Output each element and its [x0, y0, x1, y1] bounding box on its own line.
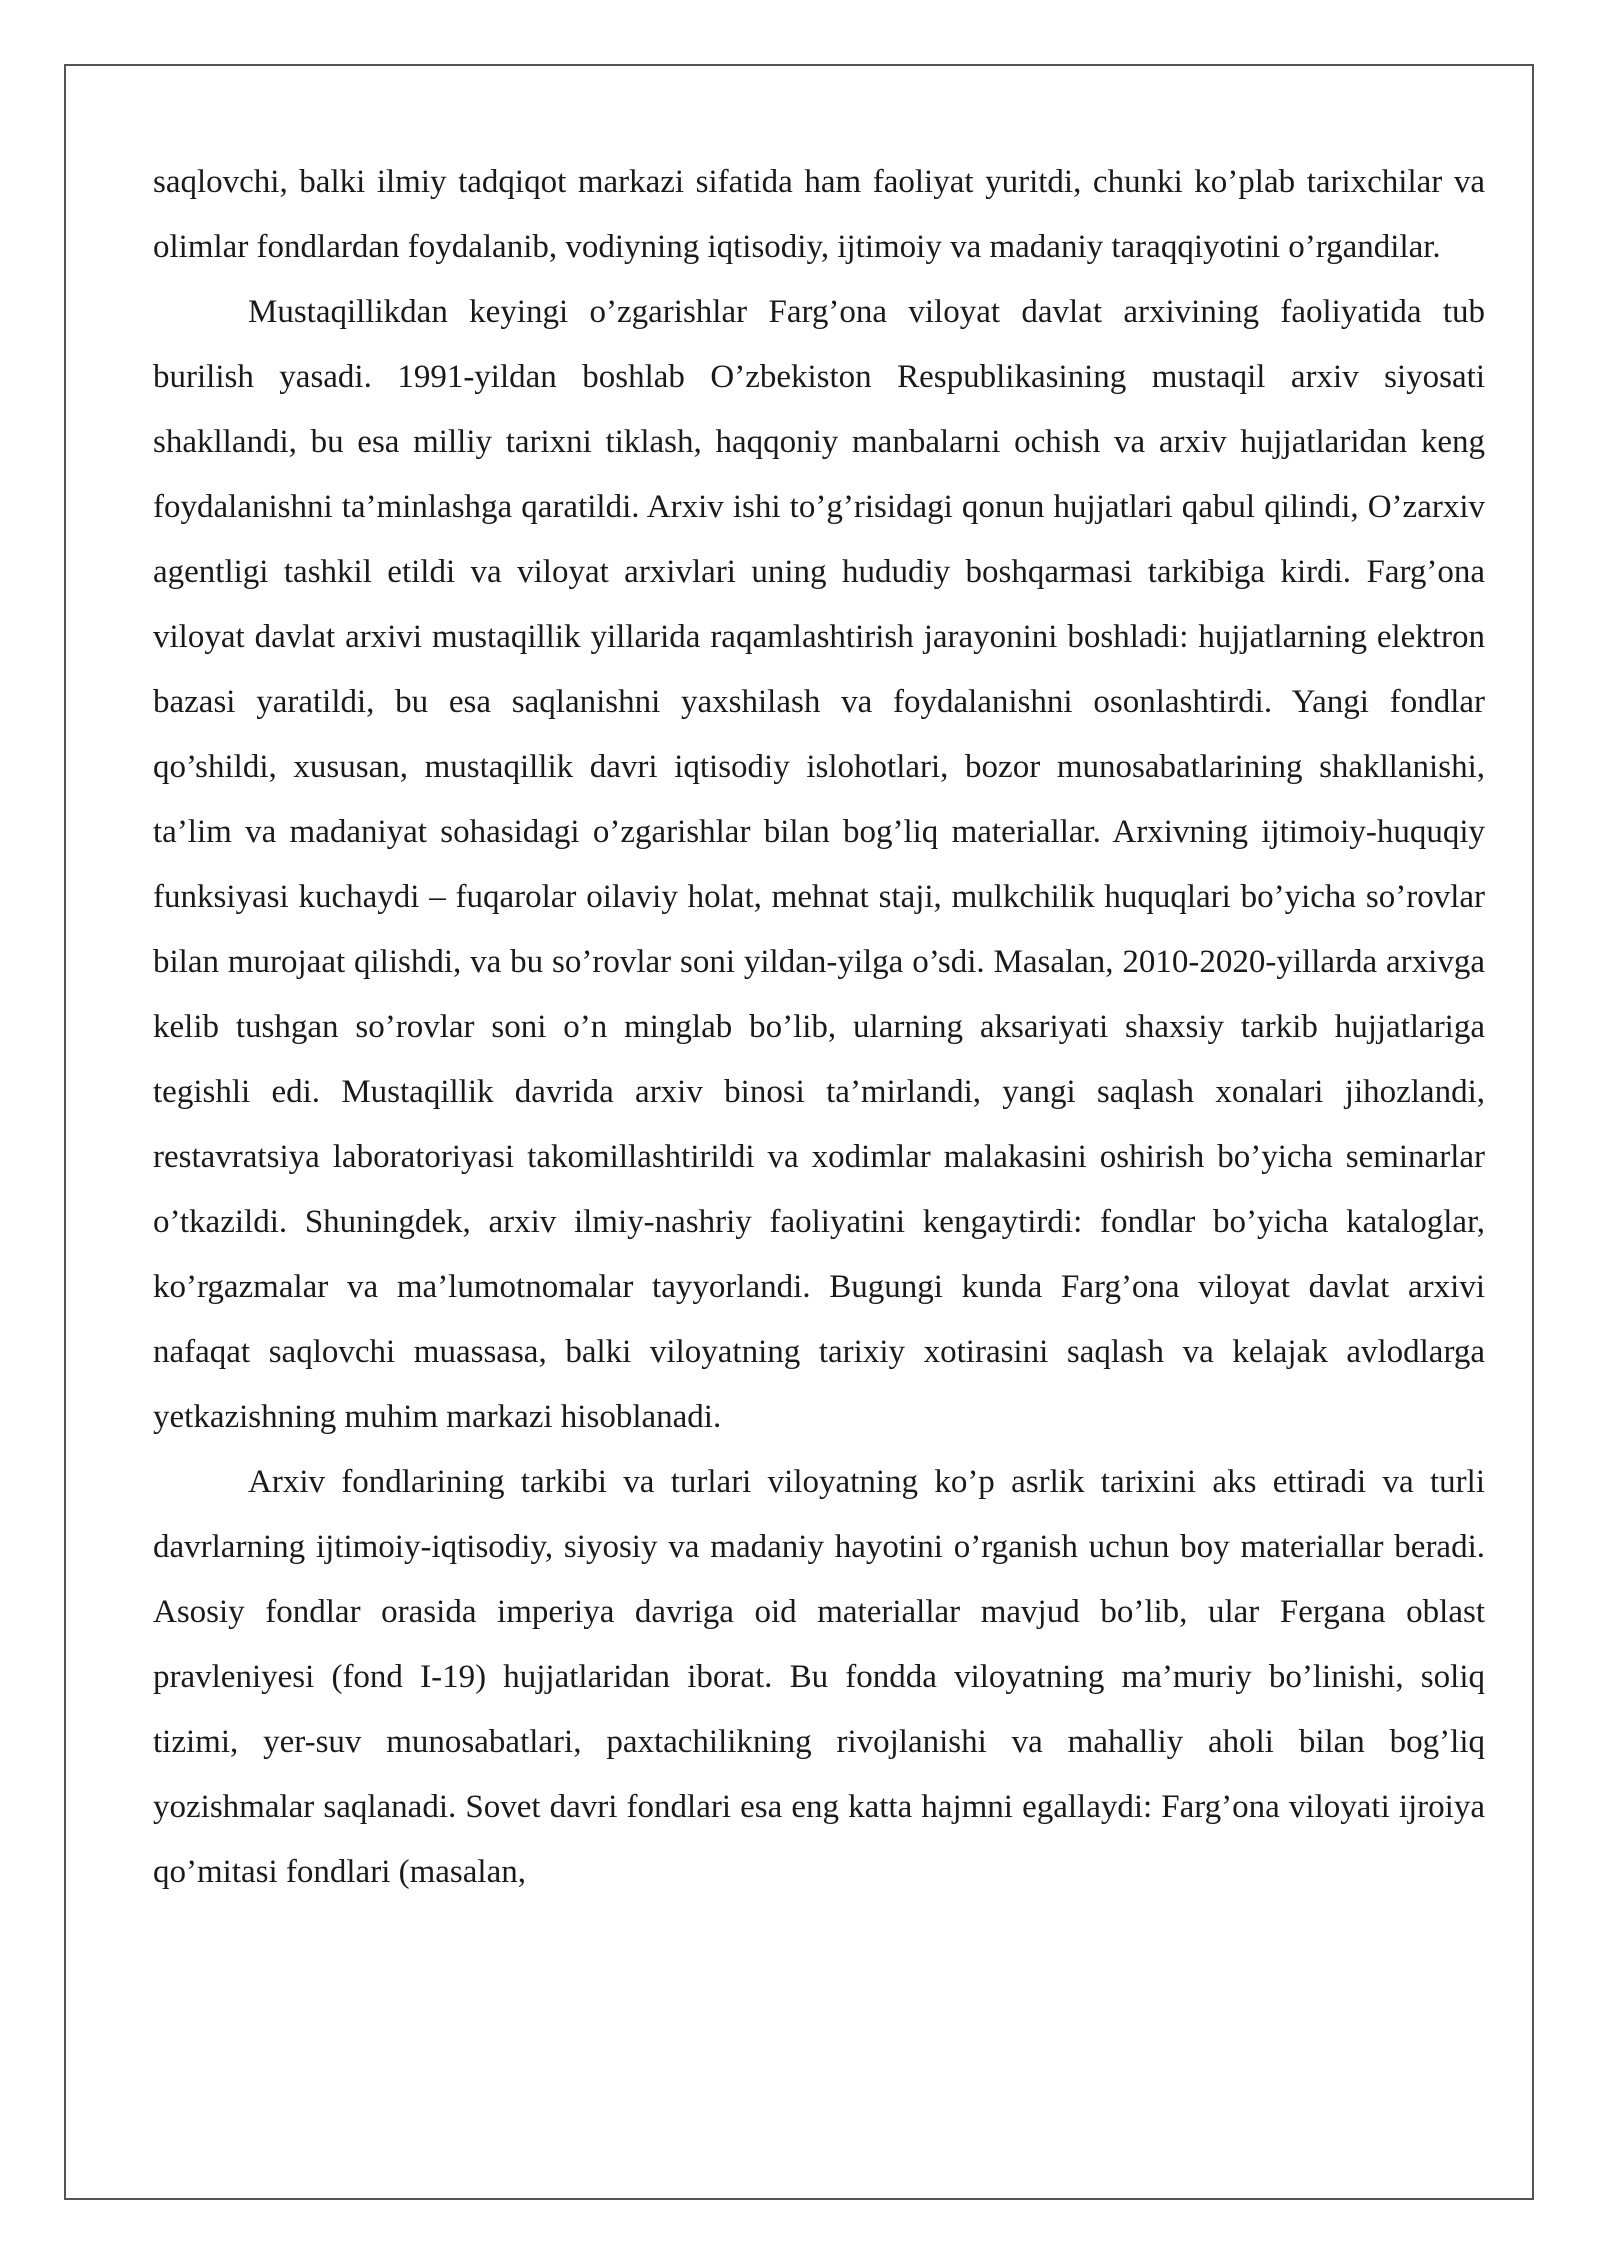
paragraph-post-independence: Mustaqillikdan keyingi o’zgarishlar Farg’ona viloyat davlat arxivining faoliyatida tub burilish yasadi. 1991-yildan boshlab O’zbekiston Respublikasining mustaqil arxiv siyosati shakllandi, bu esa milliy tarixni tiklash, haqqoniy manbalarni ochish va arxiv hujjatlaridan keng foydalanishni ta’minlashga qaratildi. Arxiv ishi to’g’risidagi qonun hujjatlari qabul qilindi, O’zarxiv agentligi tashkil etildi va viloyat arxivlari uning hududiy boshqarmasi tarkibiga kirdi. Farg’ona viloyat davlat arxivi mustaqillik yillarida raqamlashtirish jarayonini boshladi: hujjatlarning elektron bazasi yaratildi, bu esa saqlanishni yaxshilash va foydalanishni osonlashtirdi. Yangi fondlar qo’shildi, xususan, mustaqillik davri iqtisodiy islohotlari, bozor munosabatlarining shakllanishi, ta’lim va madaniyat sohasidagi o’zgarishlar bilan bog’liq materiallar. Arxivning ijtimoiy-huquqiy funksiyasi kuchaydi – fuqarolar oilaviy holat, mehnat staji, mulkchilik huquqlari bo’yicha so’rovlar bilan murojaat qilishdi, va bu so’rovlar soni yildan-yilga o’sdi. Masalan, 2010-2020-yillarda arxivga kelib tushgan so’rovlar soni o’n minglab bo’lib, ularning aksariyati shaxsiy tarkib hujjatlariga tegishli edi. Mustaqillik davrida arxiv binosi ta’mirlandi, yangi saqlash xonalari jihozlandi, restavratsiya laboratoriyasi takomillashtirildi va xodimlar malakasini oshirish bo’yicha seminarlar o’tkazildi. Shuningdek, arxiv ilmiy-nashriy faoliyatini kengaytirdi: fondlar bo’yicha kataloglar, ko’rgazmalar va ma’lumotnomalar tayyorlandi. Bugungi kunda Farg’ona viloyat davlat arxivi nafaqat saqlovchi muassasa, balki viloyatning tarixiy xotirasini saqlash va kelajak avlodlarga yetkazishning muhim markazi hisoblanadi.	[153, 294, 1485, 1435]
document-body	[153, 150, 1485, 1905]
paragraph-continued: saqlovchi, balki ilmiy tadqiqot markazi sifatida ham faoliyat yuritdi, chunki ko’plab tarixchilar va olimlar fondlardan foydalanib, vodiyning iqtisodiy, ijtimoiy va madaniy taraqqiyotini o’rgandilar.	[153, 164, 1485, 265]
paragraph-archive-funds: Arxiv fondlarining tarkibi va turlari viloyatning ko’p asrlik tarixini aks ettiradi va turli davrlarning ijtimoiy-iqtisodiy, siyosiy va madaniy hayotini o’rganish uchun boy materiallar beradi. Asosiy fondlar orasida imperiya davriga oid materiallar mavjud bo’lib, ular Fergana oblast pravleniyesi (fond I-19) hujjatlaridan iborat. Bu fondda viloyatning ma’muriy bo’linishi, soliq tizimi, yer-suv munosabatlari, paxtachilikning rivojlanishi va mahalliy aholi bilan bog’liq yozishmalar saqlanadi. Sovet davri fondlari esa eng katta hajmni egallaydi: Farg’ona viloyati ijroiya qo’mitasi fondlari (masalan,	[153, 1464, 1485, 1890]
